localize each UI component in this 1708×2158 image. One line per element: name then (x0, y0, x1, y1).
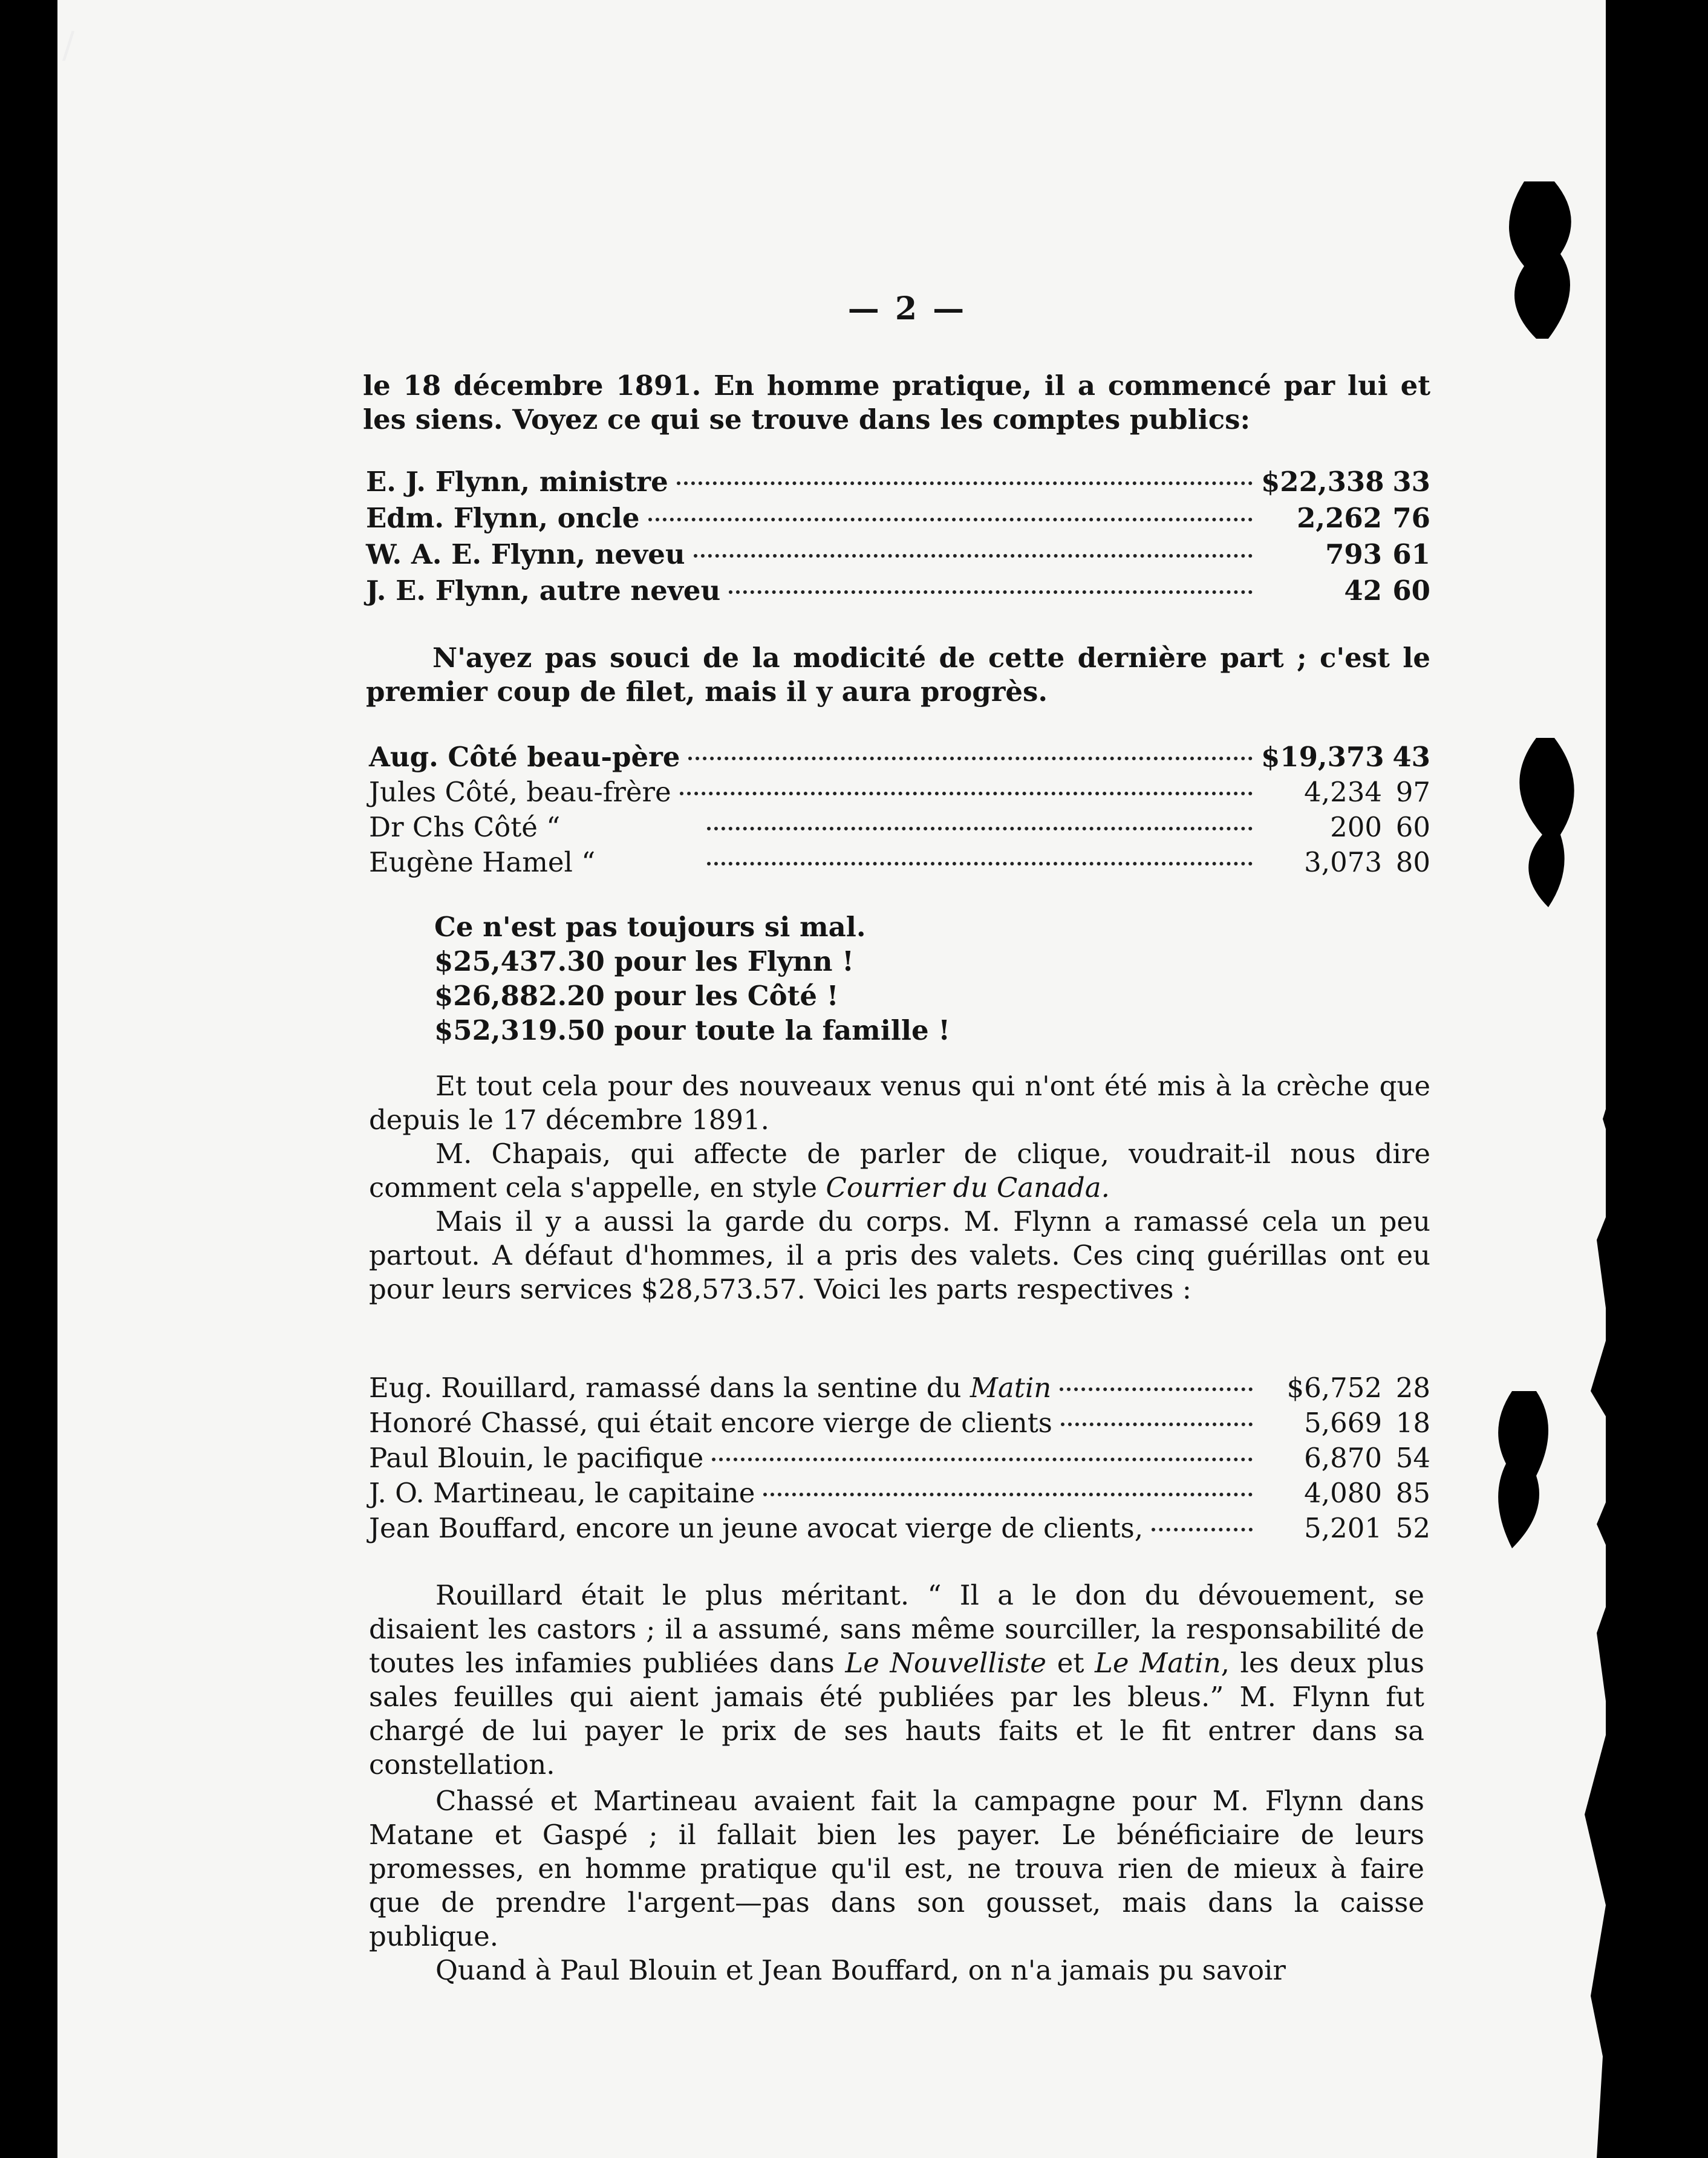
leader-dots (1152, 1528, 1253, 1531)
creche-text: Et tout cela pour des nouveaux venus qui n'ont été mis à la crèche que depuis le 17 décembre 1891. (369, 1070, 1430, 1136)
account-row (366, 575, 1430, 608)
leader-dots (1060, 1387, 1253, 1391)
newspaper-title: Le Nouvelliste (845, 1647, 1047, 1679)
account-name: Edm. Flynn, oncle (366, 502, 640, 534)
garde-text: Mais il y a aussi la garde du corps. M. Flynn a ramassé cela un peu partout. A défaut d'hommes, il a pris des valets. Ces cinq guérillas ont eu pour leurs services $28,573.57. Voici les parts respectives : (369, 1205, 1430, 1305)
blouin-text: Quand à Paul Blouin et Jean Bouffard, on n'a jamais pu savoir (435, 1954, 1286, 1986)
account-name (369, 1372, 1051, 1404)
account-name: J. E. Flynn, autre neveu (366, 575, 721, 607)
account-row (369, 1372, 1430, 1406)
leader-dots (688, 757, 1253, 760)
chapais-paragraph (369, 1137, 1430, 1205)
account-cents: 61 (1392, 538, 1430, 570)
account-dollars: $6,752 (1286, 1372, 1382, 1404)
intro-paragraph: le 18 décembre 1891. En homme pratique, il a commencé par lui et les siens. Voyez ce qui se trouve dans les comptes publics: (363, 370, 1430, 435)
chapais-text: M. Chapais, qui affecte de parler de clique, voudrait-il nous dire comment cela s'appelle, en style (369, 1138, 1430, 1204)
account-cents: 54 (1395, 1442, 1430, 1474)
account-row (369, 1512, 1430, 1546)
account-row (369, 1477, 1430, 1511)
account-dollars: 5,669 (1304, 1407, 1382, 1439)
account-name-text: Eug. Rouillard, ramassé dans la sentine du (369, 1372, 970, 1404)
blouin-paragraph (369, 1954, 1424, 1987)
modicite-text: N'ayez pas souci de la modicité de cette dernière part ; c'est le premier coup de filet, mais il y aura progrès. (366, 642, 1430, 708)
account-name: E. J. Flynn, ministre (366, 466, 668, 498)
leader-dots (712, 1458, 1253, 1461)
creche-paragraph (369, 1069, 1430, 1137)
account-cents: 60 (1392, 575, 1430, 607)
leader-dots (694, 554, 1253, 558)
leader-dots (648, 518, 1253, 521)
account-cents: 85 (1395, 1477, 1430, 1509)
rouillard-text: et (1046, 1647, 1095, 1679)
account-name: Dr Chs Côté “ (369, 811, 561, 843)
account-row (369, 776, 1430, 810)
newspaper-title: Courrier du Canada. (826, 1172, 1110, 1204)
newspaper-title: Matin (970, 1372, 1052, 1404)
page-number: — 2 — (847, 290, 967, 327)
account-name: J. O. Martineau, le capitaine (369, 1477, 755, 1509)
account-name: Jules Côté, beau-frère (369, 776, 671, 808)
account-name: Paul Blouin, le pacifique (369, 1442, 704, 1474)
account-cents: 28 (1395, 1372, 1430, 1404)
account-name: Aug. Côté beau-père (369, 741, 680, 773)
account-dollars: 793 (1325, 538, 1382, 570)
leader-dots (729, 590, 1253, 594)
corner-mark: / (62, 24, 75, 67)
modicite-paragraph (366, 641, 1430, 709)
torn-edge (1488, 0, 1708, 2158)
leader-dots (763, 1493, 1253, 1496)
summary-line: $25,437.30 pour les Flynn ! (434, 945, 854, 977)
account-row (366, 502, 1430, 536)
account-name: Honoré Chassé, qui était encore vierge de clients (369, 1407, 1052, 1439)
account-cents: 33 (1392, 466, 1430, 498)
newspaper-title: Le Matin (1095, 1647, 1221, 1679)
summary-line: $52,319.50 pour toute la famille ! (434, 1014, 951, 1046)
account-row (369, 846, 1430, 880)
account-cents: 52 (1395, 1512, 1430, 1544)
account-dollars: $22,338 (1261, 466, 1384, 498)
account-dollars: 6,870 (1304, 1442, 1382, 1474)
account-dollars: 5,201 (1304, 1512, 1382, 1544)
account-row (369, 1407, 1430, 1441)
account-row (366, 538, 1430, 572)
rouillard-text: Rouillard était le plus méritant. “ Il a le don du dévouement, se disaient les castors ; il a assumé, sans même sourciller, la responsabilité de toutes les infamies publiées dans (369, 1579, 1424, 1679)
account-dollars: 200 (1330, 811, 1382, 843)
chasse-paragraph (369, 1784, 1424, 1954)
chasse-text: Chassé et Martineau avaient fait la campagne pour M. Flynn dans Matane et Gaspé ; il fallait bien les payer. Le bénéficiaire de leurs promesses, en homme pratique qu'il est, ne trouva rien de mieux à faire que de prendre l'argent—pas dans son gousset, mais dans la caisse publique. (369, 1785, 1424, 1952)
leader-dots (707, 862, 1253, 865)
summary-line: Ce n'est pas toujours si mal. (434, 911, 866, 943)
leader-dots (680, 792, 1253, 795)
account-dollars: 4,234 (1304, 776, 1382, 808)
account-row (366, 466, 1430, 500)
leader-dots (677, 481, 1253, 485)
account-row (369, 811, 1430, 845)
account-cents: 18 (1395, 1407, 1430, 1439)
account-name: W. A. E. Flynn, neveu (366, 538, 685, 570)
leader-dots (1061, 1423, 1253, 1426)
account-cents: 97 (1395, 776, 1430, 808)
summary-line: $26,882.20 pour les Côté ! (434, 980, 839, 1012)
account-name: Eugène Hamel “ (369, 846, 596, 878)
account-cents: 60 (1395, 811, 1430, 843)
account-row (369, 1442, 1430, 1476)
account-dollars: 2,262 (1297, 502, 1382, 534)
account-dollars: 4,080 (1304, 1477, 1382, 1509)
account-dollars: 42 (1344, 575, 1382, 607)
garde-paragraph (369, 1205, 1430, 1306)
account-cents: 76 (1392, 502, 1430, 534)
rouillard-text: , les deux plus sales feuilles qui aient jamais été publiées par les bleus.” M. Flynn fut chargé de lui payer le prix de ses hauts faits et le fit entrer dans sa constellation. (369, 1647, 1424, 1781)
leader-dots (707, 827, 1253, 830)
account-dollars: $19,373 (1261, 741, 1384, 773)
rouillard-paragraph (369, 1579, 1424, 1782)
account-dollars: 3,073 (1304, 846, 1382, 878)
account-row (369, 741, 1430, 775)
account-cents: 80 (1395, 846, 1430, 878)
account-cents: 43 (1392, 741, 1430, 773)
account-name: Jean Bouffard, encore un jeune avocat vierge de clients, (369, 1512, 1144, 1544)
